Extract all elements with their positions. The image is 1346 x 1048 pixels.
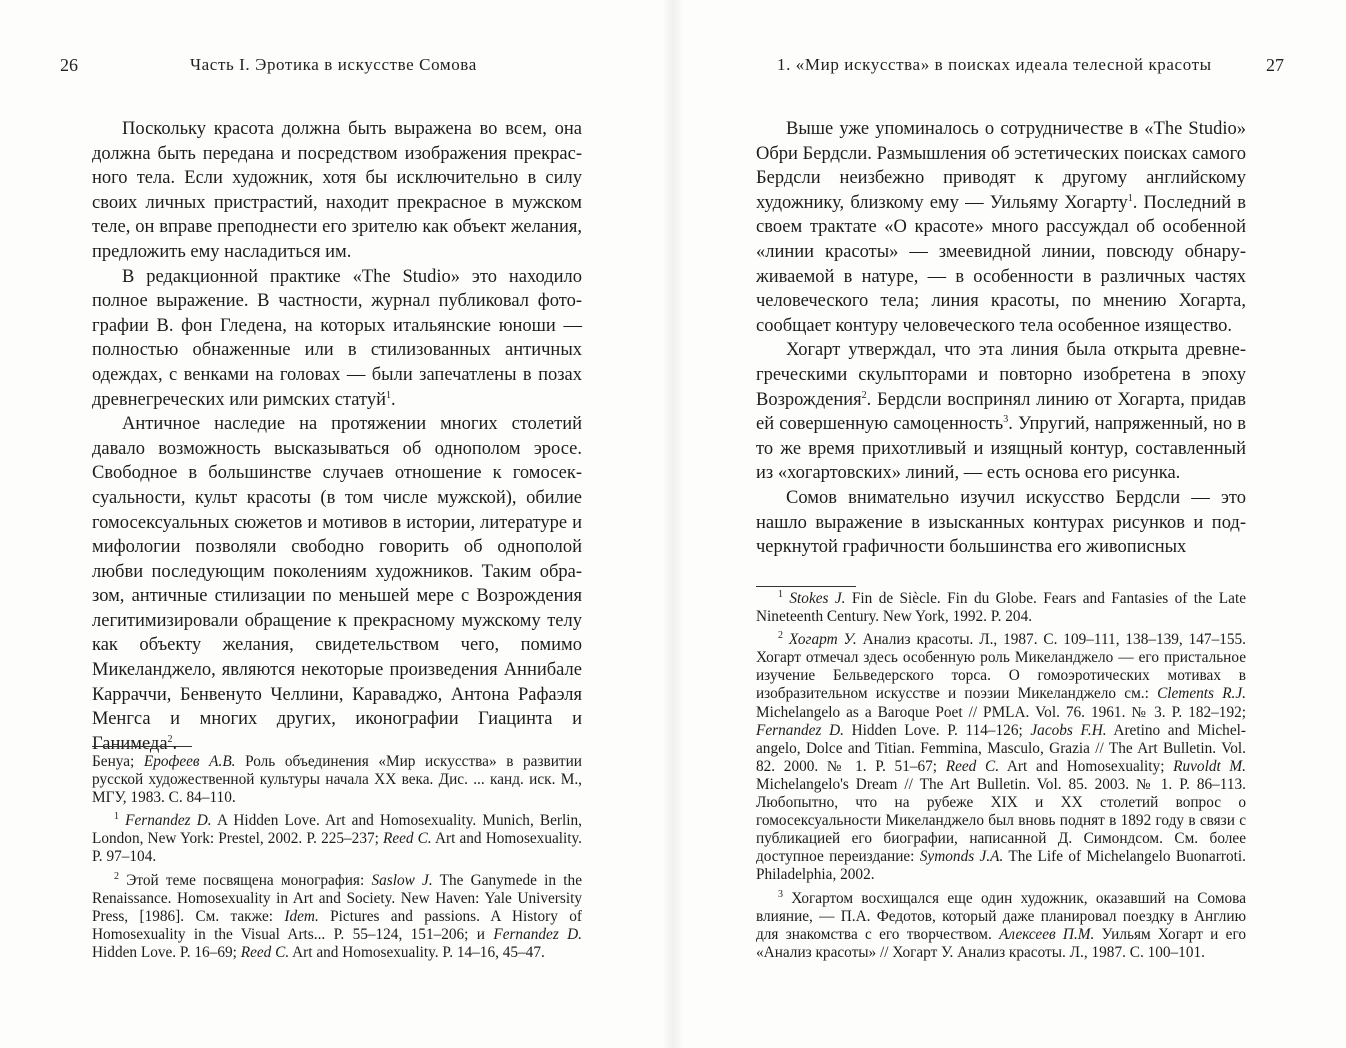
- running-header-right: 1. «Мир искусства» в поисках идеала телесной красоты: [777, 55, 1212, 74]
- footnote-ref: 2: [167, 733, 173, 745]
- right-page: [680, 0, 1346, 1048]
- footnote: $^2$ Этой теме посвящена монография: Saslow J. The Ganymede in the Renaissance. Homosexuality in Art and Society. New Haven: Yale University Press, [1986]. См. также: Idem. Pictures and passions. A History of Homosexuality in the Visual Arts... P. 55–124, 151–206; и Fernandez D. Hidden Love. P. 16–69; Reed C. Art and Homosexuality. P. 14–16, 45–47.: [92, 870, 582, 961]
- footnote: $^1$ Fernandez D. A Hidden Love. Art and Homosexuality. Munich, Berlin, London, New York: Prestel, 2002. P. 225–237; Reed C. Art and Homosexuality. P. 97–104.: [92, 811, 582, 866]
- footnote-ref: 1: [1127, 192, 1133, 204]
- footnote-ref: 2: [861, 389, 867, 401]
- footnote: $^3$ Хогартом восхищался еще один художник, оказавший на Сомова влияние, — П.А. Федотов, который даже планировал поездку в Англию для знакомства с его творчеством. Алексеев П.М. Уильям Хогарт и его «Анализ красоты» // Хогарт У. Анализ красоты. Л., 1987. С. 100–101.: [756, 888, 1246, 961]
- right-main-text: [756, 117, 1246, 560]
- footnote-ref: 3: [1003, 413, 1009, 425]
- right-footnotes: [756, 590, 1246, 962]
- footnote-rule-left: [92, 746, 192, 747]
- paragraph: Поскольку красота должна быть выражена во всем, она должна быть передана и посредством изображения прекрасного тела. Если художник, хотя бы исключительно в силу своих личных пристрастий, находит прекрасное в мужском теле, он вправе преподнести его зрителю как объект желания, предложить ему насладиться им.: [92, 119, 582, 262]
- paragraph: Хогарт утверждал, что эта линия была открыта древнегреческими скульпторами и повторно изобретена в эпоху Возрождения$^2$. Бердсли воспринял линию от Хогарта, придав ей совершенную самоценность$^3$. Упругий, напряженный, но в то же время прихотливый и изящный контур, составленный из «хогартовских» линий, — есть основа его рисунка.: [756, 340, 1247, 484]
- left-footnotes: [92, 753, 582, 962]
- paragraph: Античное наследие на протяжении многих столетий давало возможность высказываться об однополом эросе. Свободное в большинстве случаев отношение к гомосексуальности, культ красоты (в том числе мужской), обилие гомосексуальных сюжетов и мотивов в истории, литературе и мифологии позволяли свободно говорить об однополой любви последующим поколениям художников. Таким образом, античные стилизации по меньшей мере с Возрождения легитимизировали обращение к прекрасному мужскому телу как объекту желания, свидетельством чего, помимо Микеланджело, являются некоторые произведения Аннибале Карраччи, Бенвенуто Челлини, Караваджо, Антона Рафаэля Менгса и многих других, иконографии Гиацинта и Ганимеда$^2$.: [92, 414, 582, 754]
- paragraph: Выше уже упоминалось о сотрудничестве в «The Studio» Обри Бердсли. Размышления об эстетических поисках самого Бердсли неизбежно приводят к другому английскому художнику, близкому ему — Уильяму Хогарту$^1$. Последний в своем трактате «О красоте» много рассуждал об особенной «линии красоты» — змеевидной линии, повсюду обнаруживаемой в натуре, — в особенности в различных частях человеческого тела; линия красоты, по мнению Хогарта, сообщает контуру человеческого тела особенное изящество.: [756, 119, 1246, 336]
- left-page: [0, 0, 666, 1048]
- left-main-text: [92, 117, 582, 756]
- page-number-left: 26: [60, 55, 78, 75]
- paragraph: Сомов внимательно изучил искусство Бердсли — это нашло выражение в изысканных контурах рисунков и подчеркнутой графичности большинства его живописных: [756, 487, 1246, 558]
- footnote-rule-right: [756, 586, 856, 587]
- footnote: $^2$ Хогарт У. Анализ красоты. Л., 1987. С. 109–111, 138–139, 147–155. Хогарт отмечал здесь особенную роль Микеланджело — его пристальное изучение Бельведерского торса. О гомоэротических мотивах в изобразительном искусстве и поэзии Микеланджело см.: Clements R.J. Michelangelo as a Baroque Poet // PMLA. Vol. 76. 1961. № 3. P. 182–192; Fernandez D. Hidden Love. P. 114–126; Jacobs F.H. Aretino and Michelangelo, Dolce and Titian. Femmina, Masculo, Grazia // The Art Bulletin. Vol. 82. 2000. № 1. P. 51–67; Reed C. Art and Homosexuality; Ruvoldt M. Michelangelo's Dream // The Art Bulletin. Vol. 85. 2003. № 1. P. 86–113. Любопытно, что на рубеже XIX и XX столетий вопрос о гомосексуальности Микеланджело был вновь поднят в 1892 году в связи с публикацией его биографии, написанной Д. Симондсом. См. более доступное переиздание: Symonds J.A. The Life of Michelangelo Buonarroti. Philadelphia, 2002.: [756, 630, 1246, 884]
- page-number-right: 27: [1266, 55, 1284, 75]
- footnote: $^1$ Stokes J. Fin de Siècle. Fin du Globe. Fears and Fantasies of the Late Nineteenth Century. New York, 1992. P. 204.: [756, 588, 1246, 626]
- running-header-left: Часть I. Эротика в искусстве Сомова: [190, 55, 477, 74]
- footnote-continuation: Бенуа; Ерофеев А.В. Роль объединения «Мир искусства» в развитии русской художественной культуры начала XX века. Дис. ... канд. иск. М., МГУ, 1983. С. 84–110.: [92, 753, 582, 807]
- footnote-ref: 1: [386, 389, 391, 401]
- paragraph: В редакционной практике «The Studio» это находило полное выражение. В частности, журнал публиковал фотографии В. фон Гледена, на которых итальянские юноши — полностью обнаженные или в стилизованных античных одеждах, с венками на головах — были запечатлены в позах древнегреческих или римских статуй$^1$.: [92, 266, 582, 410]
